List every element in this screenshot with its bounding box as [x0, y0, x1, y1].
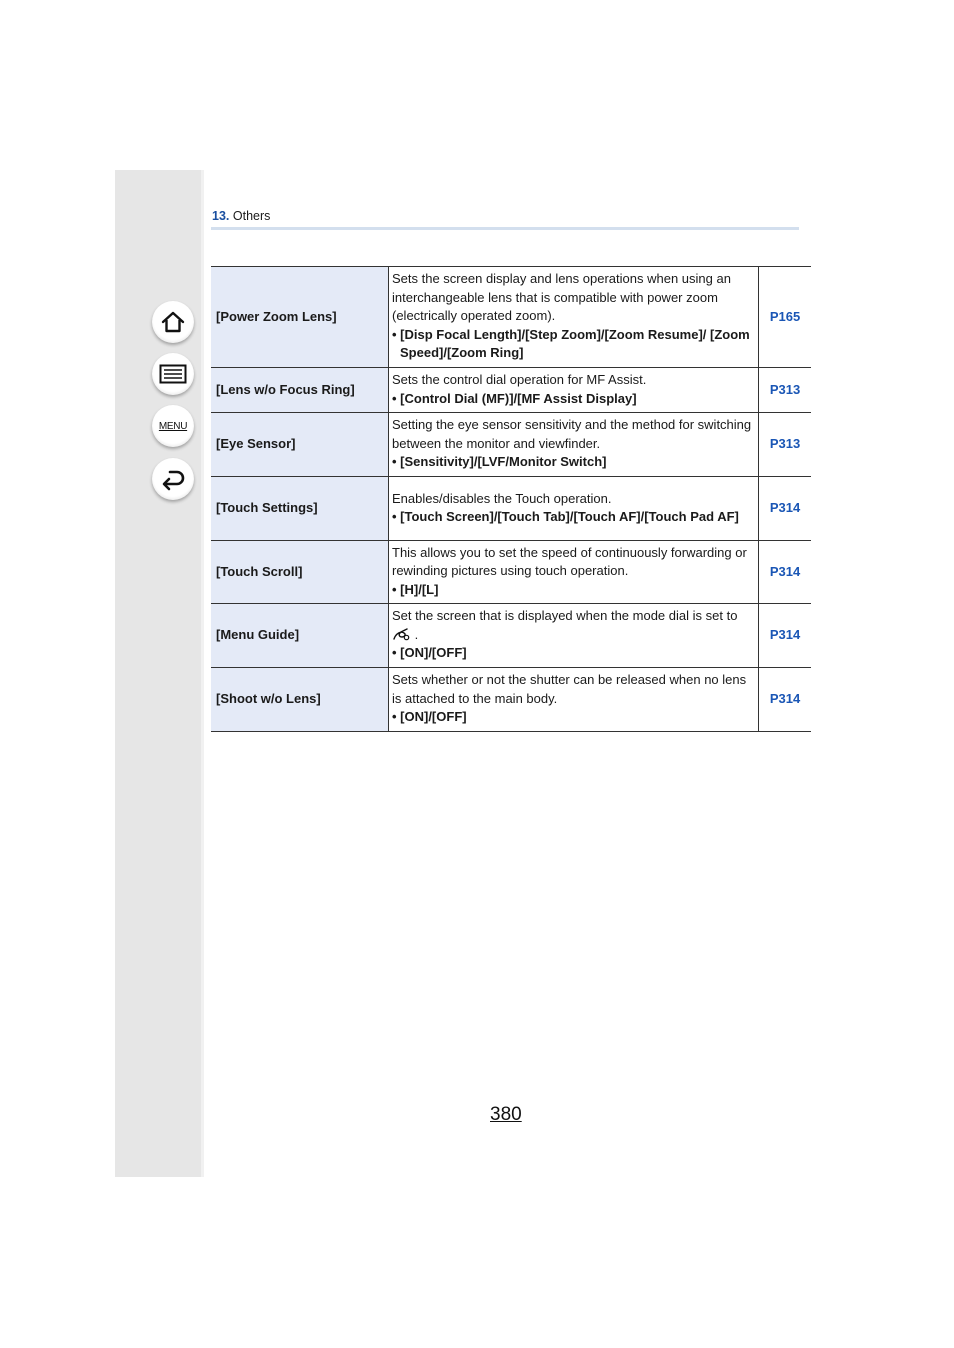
setting-description-cell [389, 477, 759, 541]
header-rule [211, 227, 799, 230]
setting-description: Sets the screen display and lens operations when using an interchangeable lens that is compatible with power zoom (electrically operated zoom). [392, 271, 731, 324]
setting-description: This allows you to set the speed of continuously forwarding or rewinding pictures using touch operation. [392, 544, 747, 579]
chapter-title: Others [232, 209, 271, 223]
table-row [211, 413, 811, 477]
setting-name: [Eye Sensor] [211, 413, 389, 477]
setting-description-cell [389, 413, 759, 477]
setting-name: [Touch Settings] [211, 477, 389, 541]
menu-button[interactable] [152, 405, 194, 447]
setting-name: [Touch Scroll] [211, 541, 389, 604]
chapter-number: 13. [212, 209, 230, 223]
setting-description: Sets whether or not the shutter can be released when no lens is attached to the main body. [392, 672, 747, 706]
page-reference-link[interactable]: P314 [759, 604, 812, 668]
setting-description: Enables/disables the Touch operation. [392, 490, 612, 506]
setting-name: [Power Zoom Lens] [211, 267, 389, 368]
table-row [211, 541, 811, 604]
table-row [211, 368, 811, 413]
home-button[interactable] [152, 301, 194, 343]
setting-options: • [H]/[L] [392, 581, 439, 597]
contents-button[interactable] [152, 353, 194, 395]
setting-options: • [Sensitivity]/[LVF/Monitor Switch] [392, 454, 607, 470]
scene-guide-mode-icon [392, 628, 411, 641]
setting-description: Setting the eye sensor sensitivity and the method for switching between the monitor and viewfinder. [392, 417, 752, 451]
table-row [211, 477, 811, 541]
table-row [211, 668, 811, 732]
setting-description-cell [389, 368, 759, 413]
page-reference-link[interactable]: P165 [759, 267, 812, 368]
setting-options: • [Disp Focal Length]/[Step Zoom]/[Zoom Resume]/ [Zoom Speed]/[Zoom Ring] [392, 326, 750, 361]
page-reference-link[interactable]: P314 [759, 541, 812, 604]
setting-name: [Lens w/o Focus Ring] [211, 368, 389, 413]
home-icon [160, 310, 186, 334]
setting-options: • [ON]/[OFF] [392, 709, 467, 725]
setting-description-text: Set the screen that is displayed when the mode dial is set to [392, 608, 738, 624]
page-reference-link[interactable]: P313 [759, 413, 812, 477]
setting-options: • [Touch Screen]/[Touch Tab]/[Touch AF]/[Touch Pad AF] [392, 509, 739, 524]
setting-options: • [Control Dial (MF)]/[MF Assist Display] [392, 390, 637, 406]
setting-name: [Menu Guide] [211, 604, 389, 668]
setting-description-cell [389, 541, 759, 604]
page-reference-link[interactable]: P314 [759, 477, 812, 541]
setting-description [392, 607, 754, 644]
menu-label: MENU [158, 420, 188, 432]
setting-name: [Shoot w/o Lens] [211, 668, 389, 732]
table-row [211, 267, 811, 368]
page-number: 380 [490, 1104, 522, 1125]
setting-description: Sets the control dial operation for MF Assist. [392, 372, 647, 387]
setting-description-cell [389, 604, 759, 668]
page-reference-link[interactable]: P313 [759, 368, 812, 413]
setting-description-cell [389, 267, 759, 368]
setting-description-end: . [414, 626, 419, 642]
back-button[interactable] [152, 458, 194, 500]
table-row [211, 604, 811, 668]
back-arrow-icon [160, 467, 186, 491]
settings-table [211, 266, 811, 732]
chapter-heading [212, 209, 270, 223]
list-icon [159, 364, 187, 384]
page-reference-link[interactable]: P314 [759, 668, 812, 732]
setting-options: • [ON]/[OFF] [392, 645, 467, 661]
setting-description-cell [389, 668, 759, 732]
